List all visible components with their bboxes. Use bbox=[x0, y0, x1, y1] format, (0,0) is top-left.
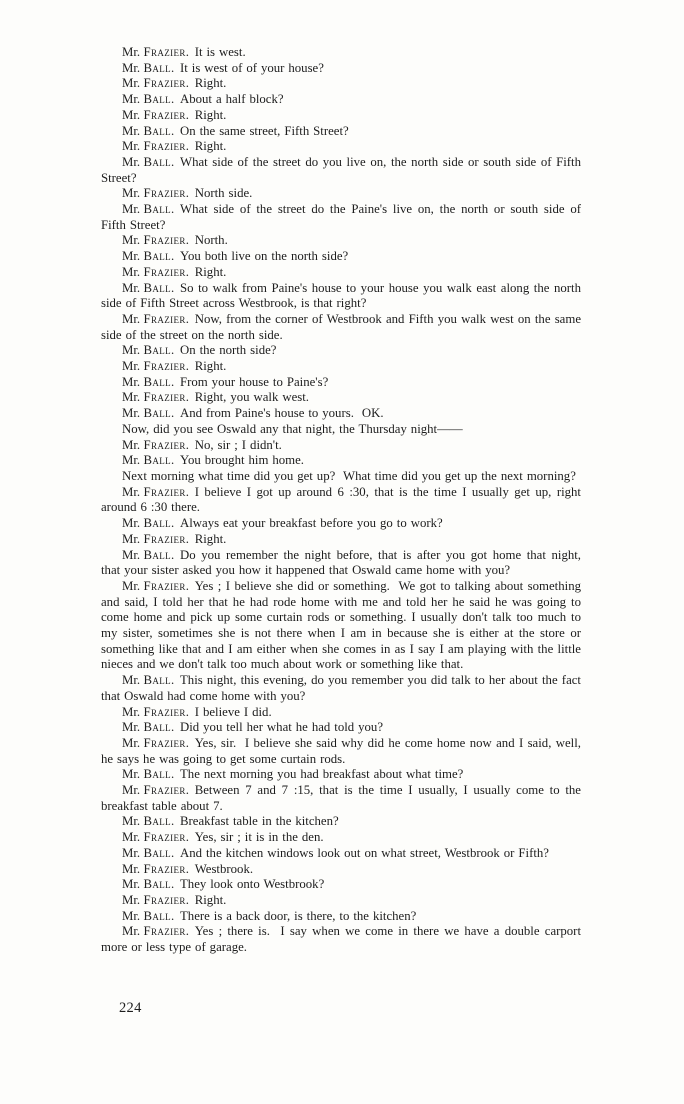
utterance-text: Right. bbox=[194, 531, 227, 546]
utterance-text: I believe I did. bbox=[194, 704, 272, 719]
speaker-label bbox=[122, 453, 175, 467]
utterance-text: Right, you walk west. bbox=[194, 390, 309, 405]
speaker-honorific: Mr. bbox=[122, 45, 141, 59]
utterance-text: Right. bbox=[194, 139, 227, 154]
speaker-surname: Frazier. bbox=[143, 107, 190, 122]
utterance-text: Right. bbox=[194, 76, 227, 91]
utterance-text: Next morning what time did you get up? What time did you get up the next morning? bbox=[122, 468, 576, 483]
utterance-text: Do you remember the night before, that is after you got home that night, that your sister asked you how it happened that Oswald came home with you? bbox=[101, 547, 581, 578]
speaker-label bbox=[122, 893, 189, 907]
speaker-honorific: Mr. bbox=[122, 830, 141, 845]
transcript-line bbox=[101, 139, 581, 155]
transcript-line bbox=[101, 485, 581, 516]
transcript-line bbox=[101, 877, 581, 893]
transcript-line bbox=[101, 124, 581, 140]
transcript-line bbox=[101, 186, 581, 202]
utterance-text: What side of the street do you live on, the north side or south side of Fifth Street? bbox=[101, 154, 581, 185]
transcript-line bbox=[101, 438, 581, 454]
speaker-honorific: Mr. bbox=[122, 814, 141, 829]
speaker-surname: Ball. bbox=[143, 547, 175, 562]
speaker-honorific: Mr. bbox=[122, 107, 141, 122]
speaker-label bbox=[122, 673, 175, 687]
speaker-honorific: Mr. bbox=[122, 154, 141, 169]
speaker-label bbox=[122, 548, 175, 562]
transcript-line bbox=[101, 375, 581, 391]
speaker-label bbox=[122, 124, 175, 138]
utterance-text: This night, this evening, do you remember you did talk to her about the fact that Oswald had come home with you? bbox=[101, 673, 581, 703]
speaker-label bbox=[122, 108, 189, 122]
page-number: 224 bbox=[119, 1000, 142, 1016]
speaker-honorific: Mr. bbox=[122, 531, 141, 546]
utterance-text: On the same street, Fifth Street? bbox=[179, 123, 349, 138]
transcript-line bbox=[101, 61, 581, 77]
utterance-text: Breakfast table in the kitchen? bbox=[179, 814, 339, 829]
transcript-line bbox=[101, 45, 581, 61]
speaker-surname: Frazier. bbox=[143, 830, 190, 845]
speaker-honorific: Mr. bbox=[122, 783, 141, 798]
speaker-label bbox=[122, 846, 175, 860]
speaker-surname: Frazier. bbox=[143, 783, 190, 798]
transcript-line bbox=[101, 233, 581, 249]
speaker-surname: Frazier. bbox=[143, 735, 190, 750]
speaker-label bbox=[122, 783, 189, 797]
speaker-surname: Ball. bbox=[143, 154, 175, 169]
speaker-label bbox=[122, 579, 189, 593]
transcript-line bbox=[101, 893, 581, 909]
transcript-line bbox=[101, 673, 581, 704]
speaker-honorific: Mr. bbox=[122, 264, 141, 279]
speaker-label bbox=[122, 877, 175, 891]
speaker-surname: Ball. bbox=[143, 249, 175, 264]
utterance-text: It is west of of your house? bbox=[179, 60, 324, 75]
speaker-label bbox=[122, 924, 189, 938]
transcript-line bbox=[101, 406, 581, 422]
utterance-text: Right. bbox=[194, 359, 227, 374]
utterance-text: Right. bbox=[194, 892, 227, 907]
speaker-honorific: Mr. bbox=[122, 767, 141, 782]
speaker-honorific: Mr. bbox=[122, 202, 141, 217]
utterance-text: Westbrook. bbox=[194, 861, 254, 876]
speaker-label bbox=[122, 705, 189, 719]
speaker-honorific: Mr. bbox=[122, 704, 141, 719]
utterance-text: Yes, sir ; it is in the den. bbox=[194, 830, 324, 845]
speaker-label bbox=[122, 767, 175, 781]
transcript-line bbox=[101, 720, 581, 736]
speaker-surname: Frazier. bbox=[143, 359, 190, 374]
speaker-surname: Ball. bbox=[143, 406, 175, 421]
speaker-honorific: Mr. bbox=[122, 92, 141, 107]
speaker-surname: Frazier. bbox=[143, 484, 190, 499]
speaker-honorific: Mr. bbox=[122, 311, 141, 326]
speaker-honorific: Mr. bbox=[122, 845, 141, 860]
speaker-surname: Frazier. bbox=[143, 76, 190, 91]
speaker-surname: Ball. bbox=[143, 516, 175, 531]
speaker-honorific: Mr. bbox=[122, 673, 141, 688]
speaker-label bbox=[122, 233, 189, 247]
transcript-line bbox=[101, 281, 581, 312]
speaker-surname: Frazier. bbox=[143, 531, 190, 546]
transcript-line bbox=[101, 422, 581, 438]
speaker-label bbox=[122, 186, 189, 200]
speaker-surname: Ball. bbox=[143, 280, 175, 295]
speaker-surname: Frazier. bbox=[143, 861, 190, 876]
utterance-text: Yes ; there is. I say when we come in there we have a double carport more or less type of garage. bbox=[101, 924, 581, 955]
transcript-line bbox=[101, 783, 581, 814]
speaker-surname: Frazier. bbox=[143, 578, 190, 593]
speaker-label bbox=[122, 390, 189, 404]
utterance-text: Always eat your breakfast before you go to work? bbox=[179, 516, 443, 531]
speaker-honorific: Mr. bbox=[122, 60, 141, 75]
speaker-honorific: Mr. bbox=[122, 343, 141, 358]
transcript-line bbox=[101, 108, 581, 124]
speaker-honorific: Mr. bbox=[122, 280, 141, 295]
transcript-line bbox=[101, 92, 581, 108]
utterance-text: Now, from the corner of Westbrook and Fifth you walk west on the same side of the street on the north side. bbox=[101, 311, 581, 342]
transcript-line bbox=[101, 343, 581, 359]
speaker-honorific: Mr. bbox=[122, 186, 141, 201]
transcript-line bbox=[101, 846, 581, 862]
speaker-honorific: Mr. bbox=[122, 578, 141, 593]
speaker-label bbox=[122, 61, 175, 75]
speaker-surname: Ball. bbox=[143, 845, 175, 860]
speaker-surname: Ball. bbox=[143, 374, 175, 389]
speaker-label bbox=[122, 406, 175, 420]
speaker-label bbox=[122, 736, 189, 750]
speaker-honorific: Mr. bbox=[122, 123, 141, 138]
speaker-surname: Frazier. bbox=[143, 704, 190, 719]
utterance-text: And the kitchen windows look out on what street, Westbrook or Fifth? bbox=[179, 845, 549, 860]
speaker-honorific: Mr. bbox=[122, 437, 141, 452]
speaker-honorific: Mr. bbox=[122, 877, 141, 892]
speaker-surname: Ball. bbox=[143, 908, 175, 923]
speaker-surname: Ball. bbox=[143, 814, 175, 829]
utterance-text: Yes, sir. I believe she said why did he come home now and I said, well, he says he was going to get some curtain rods. bbox=[101, 735, 581, 766]
speaker-surname: Frazier. bbox=[143, 186, 190, 201]
speaker-honorific: Mr. bbox=[122, 139, 141, 154]
speaker-label bbox=[122, 312, 189, 326]
speaker-label bbox=[122, 814, 175, 828]
speaker-honorific: Mr. bbox=[122, 720, 141, 735]
speaker-honorific: Mr. bbox=[122, 484, 141, 499]
utterance-text: You brought him home. bbox=[179, 453, 304, 468]
utterance-text: It is west. bbox=[194, 45, 246, 59]
speaker-honorific: Mr. bbox=[122, 390, 141, 405]
speaker-label bbox=[122, 375, 175, 389]
speaker-label bbox=[122, 830, 189, 844]
speaker-honorific: Mr. bbox=[122, 233, 141, 248]
speaker-label bbox=[122, 92, 175, 106]
speaker-honorific: Mr. bbox=[122, 924, 141, 939]
utterance-text: What side of the street do the Paine's live on, the north or south side of Fifth Street? bbox=[101, 202, 581, 232]
speaker-surname: Frazier. bbox=[143, 390, 190, 405]
transcript-line bbox=[101, 924, 581, 955]
transcript-line bbox=[101, 202, 581, 233]
speaker-label bbox=[122, 516, 175, 530]
utterance-text: Between 7 and 7 :15, that is the time I usually, I usually come to the breakfast table about 7. bbox=[101, 783, 581, 813]
transcript-line bbox=[101, 390, 581, 406]
utterance-text: From your house to Paine's? bbox=[179, 374, 329, 389]
transcript-line bbox=[101, 814, 581, 830]
utterance-text: No, sir ; I didn't. bbox=[194, 437, 282, 452]
transcript-line bbox=[101, 862, 581, 878]
speaker-label bbox=[122, 862, 189, 876]
utterance-text: So to walk from Paine's house to your house you walk east along the north side of Fifth Street across Westbrook, is that right? bbox=[101, 280, 581, 311]
speaker-honorific: Mr. bbox=[122, 76, 141, 91]
speaker-surname: Frazier. bbox=[143, 264, 190, 279]
utterance-text: They look onto Westbrook? bbox=[179, 877, 325, 892]
utterance-text: You both live on the north side? bbox=[179, 249, 349, 264]
speaker-surname: Ball. bbox=[143, 673, 175, 688]
utterance-text: There is a back door, is there, to the kitchen? bbox=[179, 908, 417, 923]
speaker-surname: Frazier. bbox=[143, 233, 190, 248]
transcript-line bbox=[101, 516, 581, 532]
speaker-honorific: Mr. bbox=[122, 516, 141, 531]
speaker-label bbox=[122, 202, 175, 216]
speaker-surname: Frazier. bbox=[143, 892, 190, 907]
speaker-label bbox=[122, 720, 175, 734]
speaker-honorific: Mr. bbox=[122, 359, 141, 374]
speaker-surname: Ball. bbox=[143, 453, 175, 468]
utterance-text: I believe I got up around 6 :30, that is the time I usually get up, right around 6 :30 there. bbox=[101, 484, 581, 515]
transcript-line bbox=[101, 312, 581, 343]
speaker-label bbox=[122, 485, 189, 499]
speaker-label bbox=[122, 343, 175, 357]
utterance-text: Right. bbox=[194, 264, 227, 279]
speaker-surname: Ball. bbox=[143, 767, 175, 782]
utterance-text: Yes ; I believe she did or something. We got to talking about something and said, I told her that he had rode home with me and told her he said he was going to come home and pick up some curtain rods or something. I usually don't talk too much to my sister, sometimes she is not there when I am in because she is either at the store or something like that and I am either when she comes in as I say I am playing with the little nieces and we don't talk too much about work or something like that. bbox=[101, 578, 581, 672]
utterance-text: North side. bbox=[194, 186, 253, 201]
transcript-line bbox=[101, 736, 581, 767]
transcript-line bbox=[101, 359, 581, 375]
speaker-honorific: Mr. bbox=[122, 908, 141, 923]
transcript-body bbox=[101, 45, 581, 956]
transcript-line bbox=[101, 830, 581, 846]
speaker-label bbox=[122, 265, 189, 279]
speaker-label bbox=[122, 76, 189, 90]
speaker-label bbox=[122, 909, 175, 923]
speaker-surname: Ball. bbox=[143, 877, 175, 892]
speaker-surname: Frazier. bbox=[143, 139, 190, 154]
transcript-line bbox=[101, 249, 581, 265]
speaker-honorific: Mr. bbox=[122, 547, 141, 562]
speaker-honorific: Mr. bbox=[122, 249, 141, 264]
speaker-surname: Frazier. bbox=[143, 437, 190, 452]
transcript-line bbox=[101, 532, 581, 548]
speaker-honorific: Mr. bbox=[122, 374, 141, 389]
speaker-surname: Ball. bbox=[143, 343, 175, 358]
transcript-line bbox=[101, 76, 581, 92]
speaker-label bbox=[122, 281, 175, 295]
transcript-line bbox=[101, 579, 581, 673]
speaker-surname: Frazier. bbox=[143, 311, 190, 326]
utterance-text: About a half block? bbox=[179, 92, 284, 107]
utterance-text: Now, did you see Oswald any that night, the Thursday night—— bbox=[122, 421, 463, 436]
speaker-surname: Ball. bbox=[143, 60, 175, 75]
utterance-text: On the north side? bbox=[179, 343, 277, 358]
utterance-text: Did you tell her what he had told you? bbox=[179, 720, 384, 735]
utterance-text: And from Paine's house to yours. OK. bbox=[179, 406, 384, 421]
speaker-surname: Ball. bbox=[143, 720, 175, 735]
speaker-honorific: Mr. bbox=[122, 735, 141, 750]
speaker-label bbox=[122, 249, 175, 263]
speaker-label bbox=[122, 359, 189, 373]
speaker-label bbox=[122, 532, 189, 546]
utterance-text: The next morning you had breakfast about what time? bbox=[179, 767, 464, 782]
speaker-honorific: Mr. bbox=[122, 892, 141, 907]
transcript-line bbox=[101, 265, 581, 281]
speaker-label bbox=[122, 155, 175, 169]
speaker-label bbox=[122, 45, 189, 59]
transcript-line bbox=[101, 453, 581, 469]
speaker-surname: Ball. bbox=[143, 123, 175, 138]
speaker-surname: Ball. bbox=[143, 92, 175, 107]
speaker-label bbox=[122, 438, 189, 452]
speaker-label bbox=[122, 139, 189, 153]
transcript-line bbox=[101, 909, 581, 925]
transcript-line bbox=[101, 767, 581, 783]
utterance-text: North. bbox=[194, 233, 228, 248]
transcript-line bbox=[101, 469, 581, 485]
transcript-line bbox=[101, 548, 581, 579]
transcript-line bbox=[101, 705, 581, 721]
speaker-surname: Frazier. bbox=[143, 45, 190, 59]
speaker-surname: Ball. bbox=[143, 202, 175, 217]
transcript-line bbox=[101, 155, 581, 186]
speaker-honorific: Mr. bbox=[122, 861, 141, 876]
speaker-honorific: Mr. bbox=[122, 453, 141, 468]
speaker-surname: Frazier. bbox=[143, 924, 190, 939]
speaker-honorific: Mr. bbox=[122, 406, 141, 421]
utterance-text: Right. bbox=[194, 107, 227, 122]
